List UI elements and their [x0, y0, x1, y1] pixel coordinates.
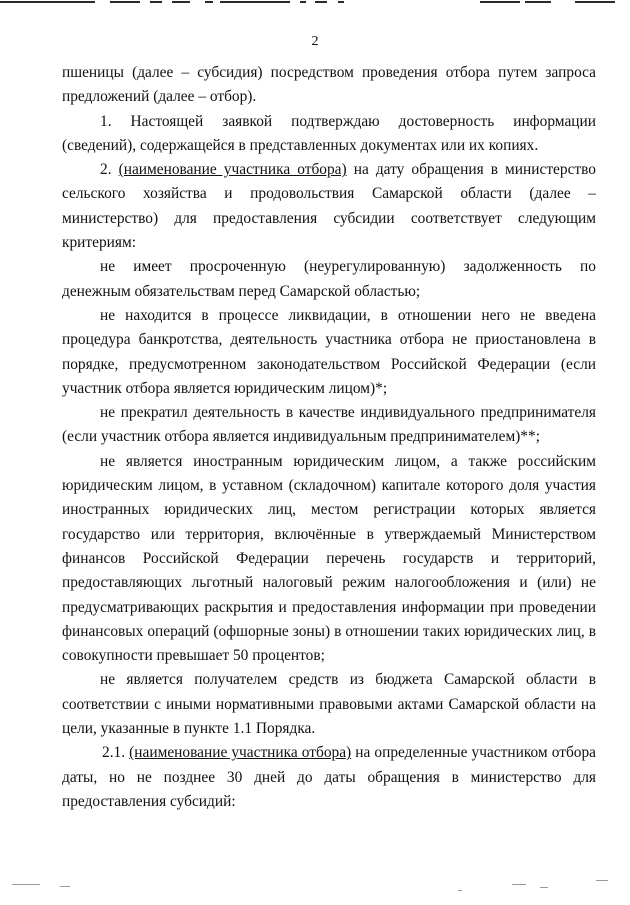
criterion-entrepreneur-active: не прекратил деятельность в качестве индивидуального предпринимателя (если участник отбора является индивидуальным предпринимателем)**;: [62, 404, 596, 446]
criterion-not-liquidated: не находится в процессе ликвидации, в отношении него не введена процедура банкротства, деятельность участника отбора не приостановлена в порядке, предусмотренном законодательством Российской Федерации (если участник отбора является юридическим лицом)*;: [62, 306, 596, 397]
criterion-no-debt: не имеет просроченную (неурегулированную) задолженность по денежным обязательствам перед Самарской областью;: [62, 258, 596, 300]
scan-edge-artifact: [0, 0, 630, 6]
paragraph-item-2-1: [62, 741, 596, 814]
item-2-1-number: 2.1.: [102, 744, 130, 762]
item-2-text: на дату обращения в министерство сельского хозяйства и продовольствия Самарской области (далее – министерство) для предоставления субсидии соответствует следующим критериям:: [62, 161, 597, 252]
item-2-1-text: на определенные участником отбора даты, но не позднее 30 дней до даты обращения в министерство для предоставления субсидий:: [62, 744, 596, 810]
participant-name-placeholder-2: (наименование участника отбора): [129, 744, 352, 762]
criterion-no-other-funds: не является получателем средств из бюджета Самарской области в соответствии с иными нормативными правовыми актами Самарской области на цели, указанные в пункте 1.1 Порядка.: [62, 671, 596, 738]
paragraph-item-2: [62, 158, 596, 255]
item-2-number: 2.: [100, 161, 119, 179]
paragraph-item-1: 1. Настоящей заявкой подтверждаю достоверность информации (сведений), содержащейся в представленных документах или их копиях.: [62, 112, 596, 154]
document-body: [62, 61, 596, 814]
participant-name-placeholder: (наименование участника отбора): [118, 161, 347, 179]
criterion-not-foreign: не является иностранным юридическим лицом, а также российским юридическим лицом, в уставном (складочном) капитале которого доля участия иностранных юридических лиц, местом регистрации которых является государство или территория, включённые в утверждаемый Министерством финансов Российской Федерации перечень государств и территорий, предоставляющих льготный налоговый режим налогообложения и (или) не предусматривающих раскрытия и предоставления информации при проведении финансовых операций (офшорные зоны) в отношении таких юридических лиц, в совокупности превышает 50 процентов;: [62, 452, 596, 665]
page-number: 2: [311, 34, 319, 49]
paragraph-continuation: пшеницы (далее – субсидия) посредством проведения отбора путем запроса предложений (далее – отбор).: [62, 64, 596, 106]
